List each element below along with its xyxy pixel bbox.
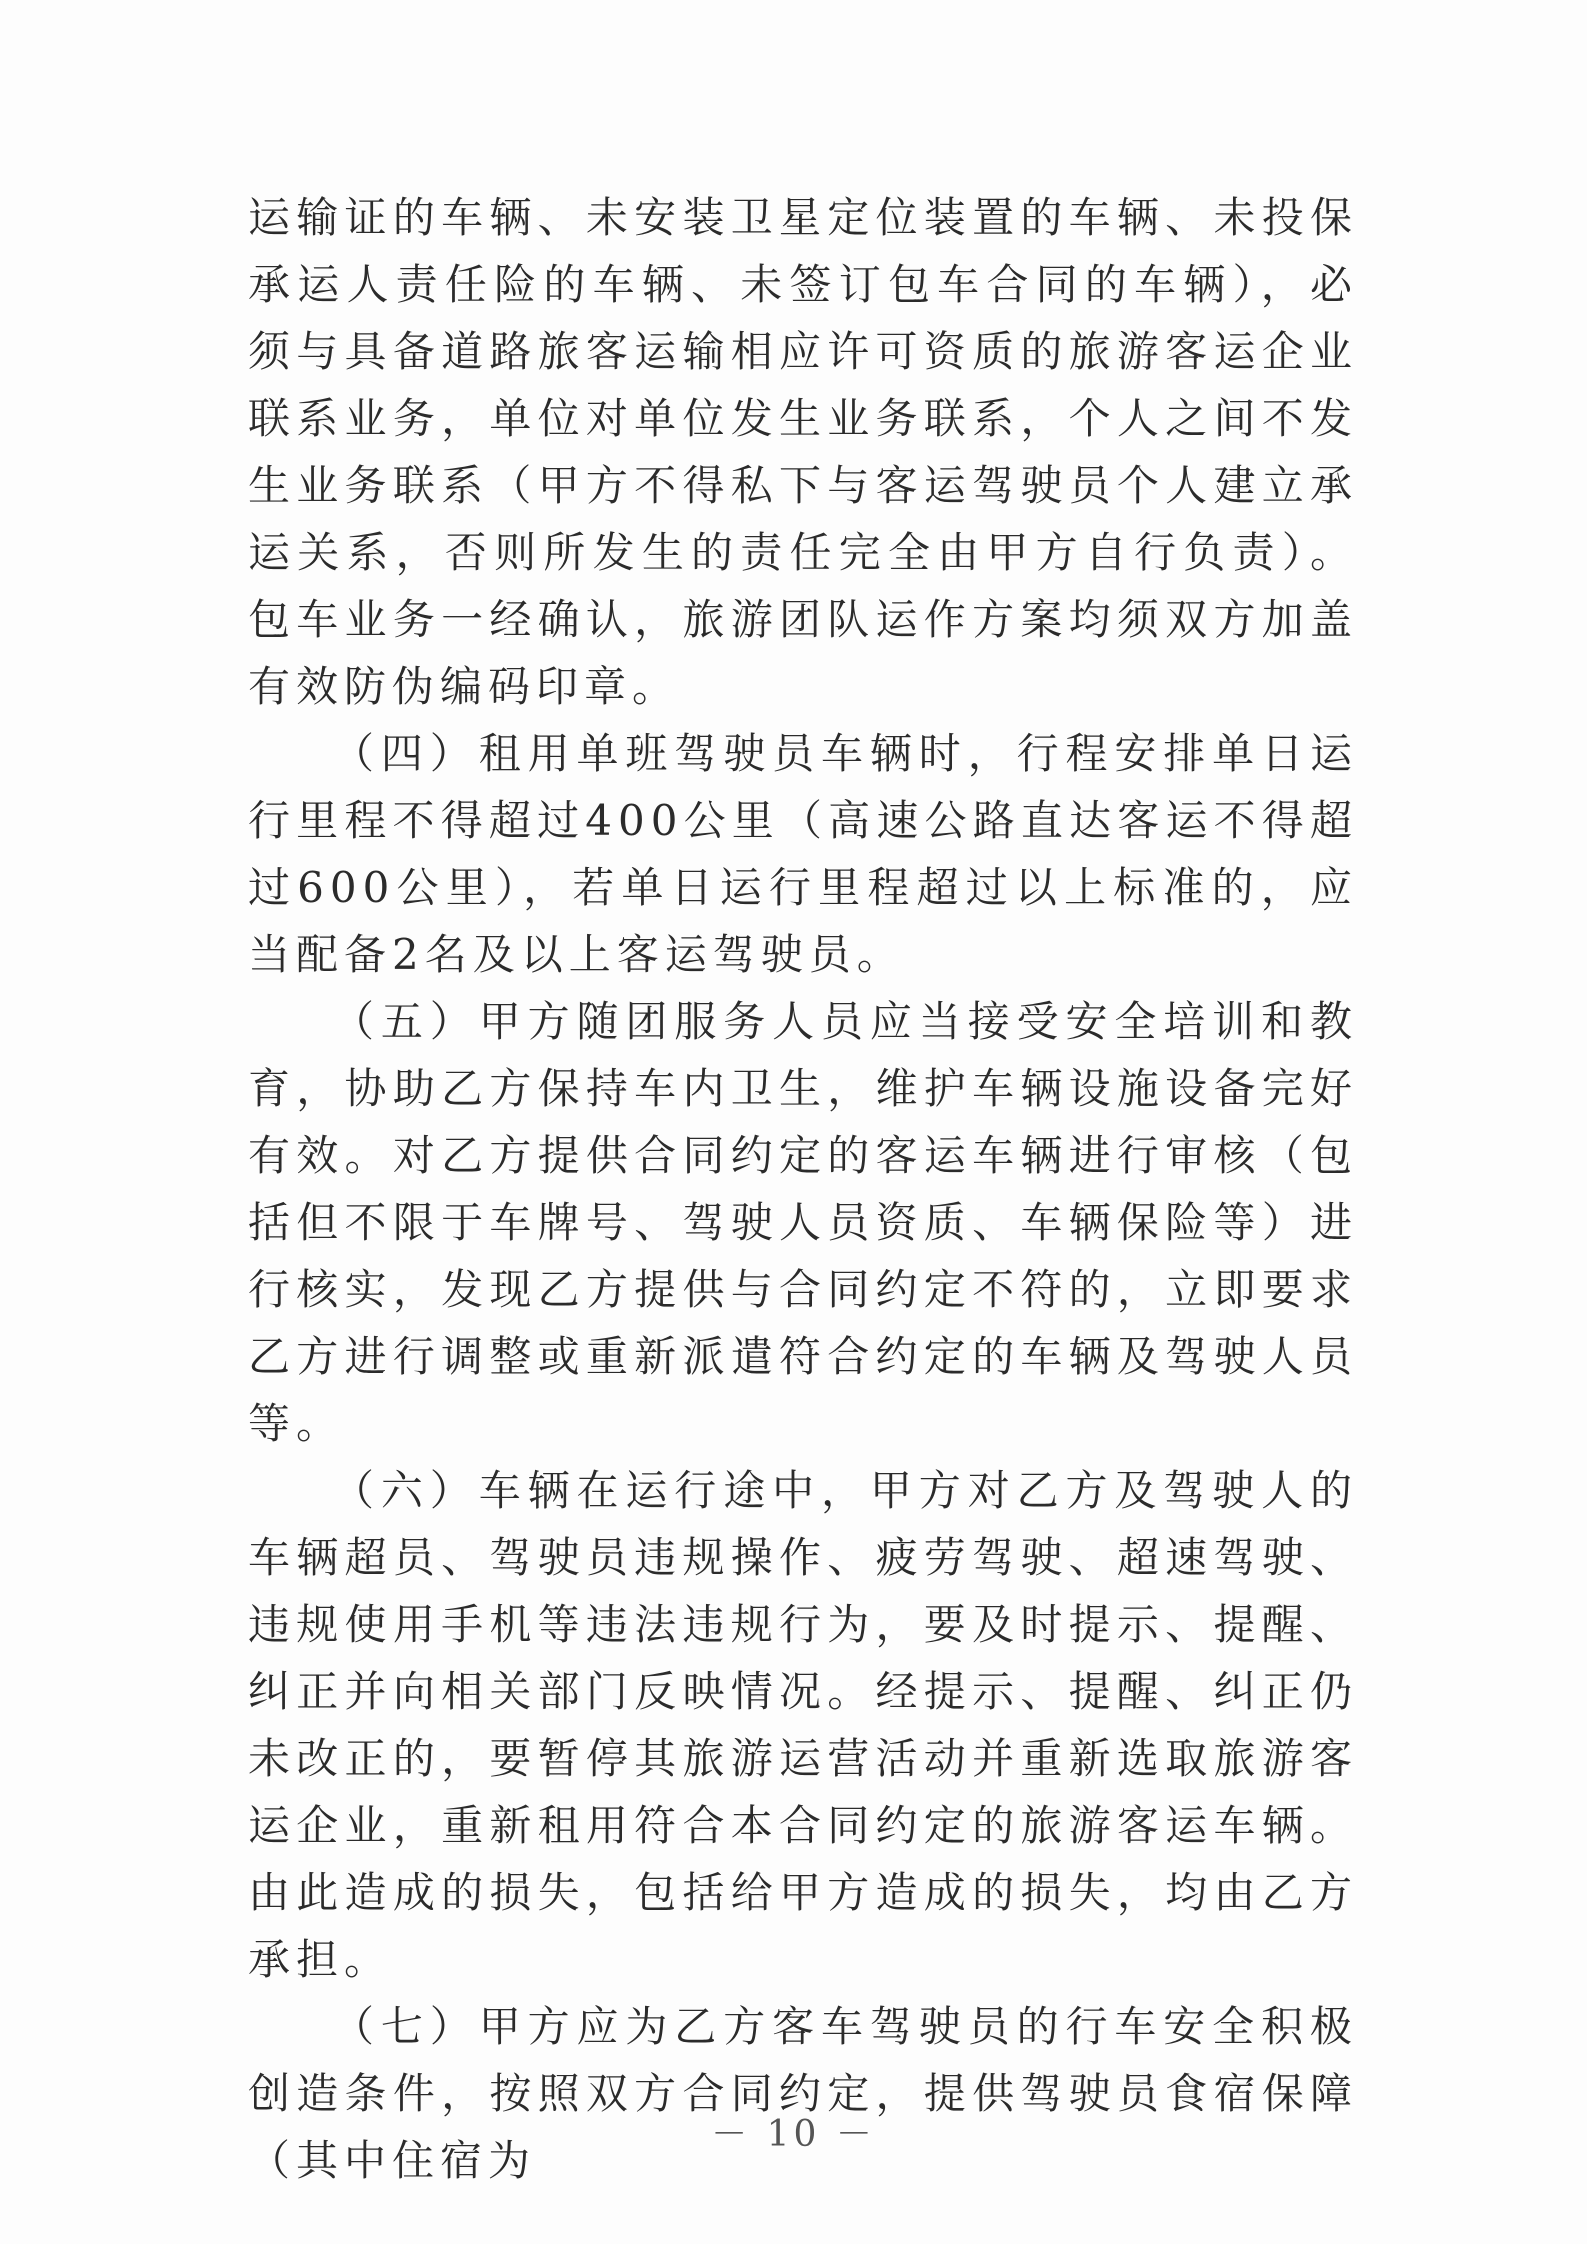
- paragraph-item-4: （四）租用单班驾驶员车辆时，行程安排单日运行里程不得超过400公里（高速公路直达客运不得超过600公里），若单日运行里程超过以上标准的，应当配备2名及以上客运驾驶员。: [248, 729, 1358, 979]
- paragraph-continuation: 运输证的车辆、未安装卫星定位装置的车辆、未投保承运人责任险的车辆、未签订包车合同的车辆），必须与具备道路旅客运输相应许可资质的旅游客运企业联系业务，单位对单位发生业务联系，个人之间不发生业务联系（甲方不得私下与客运驾驶员个人建立承运关系，否则所发生的责任完全由甲方自行负责）。包车业务一经确认，旅游团队运作方案均须双方加盖有效防伪编码印章。: [248, 193, 1358, 711]
- paragraph-item-7: （七）甲方应为乙方客车驾驶员的行车安全积极创造条件，按照双方合同约定，提供驾驶员食宿保障（其中住宿为: [248, 2002, 1358, 2185]
- document-body: [248, 184, 1358, 2194]
- page-number: － 10 －: [711, 2114, 876, 2155]
- paragraph-item-5: （五）甲方随团服务人员应当接受安全培训和教育，协助乙方保持车内卫生，维护车辆设施设备完好有效。对乙方提供合同约定的客运车辆进行审核（包括但不限于车牌号、驾驶人员资质、车辆保险等）进行核实，发现乙方提供与合同约定不符的，立即要求乙方进行调整或重新派遣符合约定的车辆及驾驶人员等。: [248, 997, 1358, 1448]
- paragraph-item-6: （六）车辆在运行途中，甲方对乙方及驾驶人的车辆超员、驾驶员违规操作、疲劳驾驶、超速驾驶、违规使用手机等违法违规行为，要及时提示、提醒、纠正并向相关部门反映情况。经提示、提醒、纠正仍未改正的，要暂停其旅游运营活动并重新选取旅游客运企业，重新租用符合本合同约定的旅游客运车辆。由此造成的损失，包括给甲方造成的损失，均由乙方承担。: [248, 1466, 1358, 1984]
